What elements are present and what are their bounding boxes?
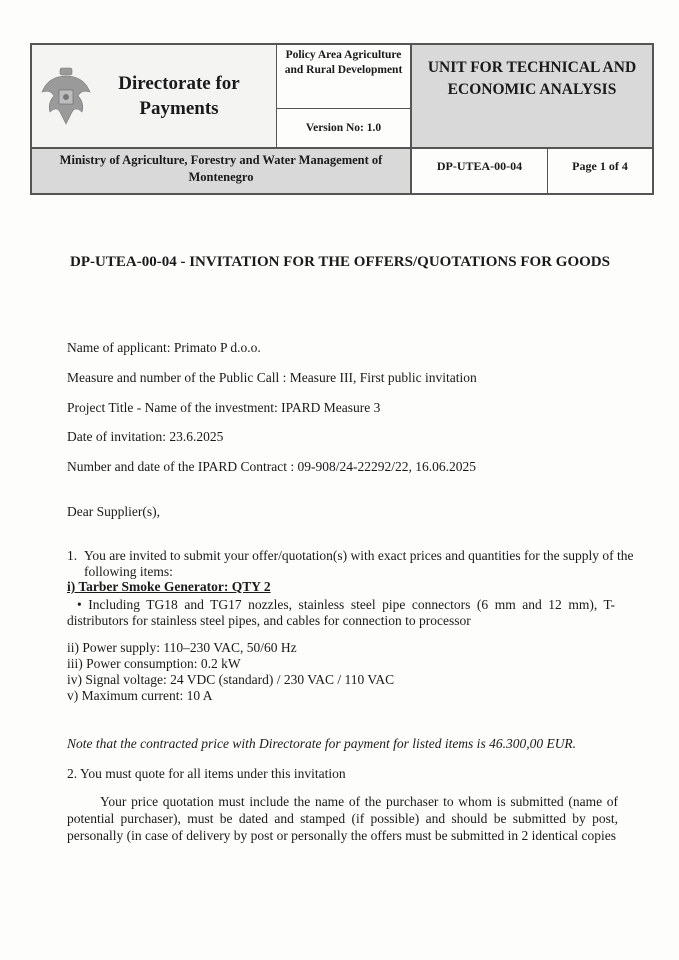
spec-item: ii) Power supply: 110–230 VAC, 50/60 Hz (67, 640, 297, 655)
item-2: 2. You must quote for all items under this invitation (67, 766, 346, 781)
doc-code: DP-UTEA-00-04 (412, 149, 548, 193)
document-title: DP-UTEA-00-04 - INVITATION FOR THE OFFERS/QUOTATIONS FOR GOODS (70, 254, 610, 270)
salutation: Dear Supplier(s), (67, 504, 160, 519)
measure-line: Measure and number of the Public Call : Measure III, First public invitation (67, 370, 477, 385)
header-table (30, 43, 654, 195)
logo-cell (32, 45, 277, 149)
ministry-name: Ministry of Agriculture, Forestry and Water Management of Montenegro (32, 149, 412, 193)
item-1-number: 1. (67, 548, 78, 563)
project-line: Project Title - Name of the investment: IPARD Measure 3 (67, 400, 381, 415)
coat-of-arms-icon (40, 66, 92, 126)
page-number: Page 1 of 4 (572, 159, 628, 173)
date-line: Date of invitation: 23.6.2025 (67, 429, 224, 444)
directorate-title: Directorate for Payments (118, 73, 240, 119)
item-heading: i) Tarber Smoke Generator: QTY 2 (67, 579, 271, 594)
version-label: Version No: 1.0 (305, 122, 382, 134)
applicant-line: Name of applicant: Primato P d.o.o. (67, 340, 261, 355)
item-1-text: You are invited to submit your offer/quotation(s) with exact prices and quantities for the supply of the following items: (84, 548, 634, 579)
spec-item: iii) Power consumption: 0.2 kW (67, 656, 241, 671)
policy-cell (277, 45, 412, 149)
unit-title: UNIT FOR TECHNICAL AND ECONOMIC ANALYSIS (412, 45, 652, 149)
spec-list (67, 640, 394, 704)
spec-item: v) Maximum current: 10 A (67, 688, 213, 703)
item-1 (67, 548, 637, 580)
price-note: Note that the contracted price with Directorate for payment for listed items is 46.300,00 EUR. (67, 736, 577, 751)
spec-item: iv) Signal voltage: 24 VDC (standard) / 230 VAC / 110 VAC (67, 672, 395, 687)
contract-line: Number and date of the IPARD Contract : 09-908/24-22292/22, 16.06.2025 (67, 459, 476, 474)
code-row (412, 149, 652, 193)
item-bullet: • Including TG18 and TG17 nozzles, stainless steel pipe connectors (6 mm and 12 mm), T-distributors for stainless steel pipes, and cables for connection to processor (67, 597, 615, 628)
quotation-paragraph: Your price quotation must include the name of the purchaser to whom is submitted (name of potential purchaser), must be dated and stamped (if possible) and should be submitted by post, personally (in case of delivery by post or personally the offers must be submitted in 2 identical copies (67, 794, 618, 843)
policy-area: Policy Area Agriculture and Rural Development (277, 45, 410, 109)
